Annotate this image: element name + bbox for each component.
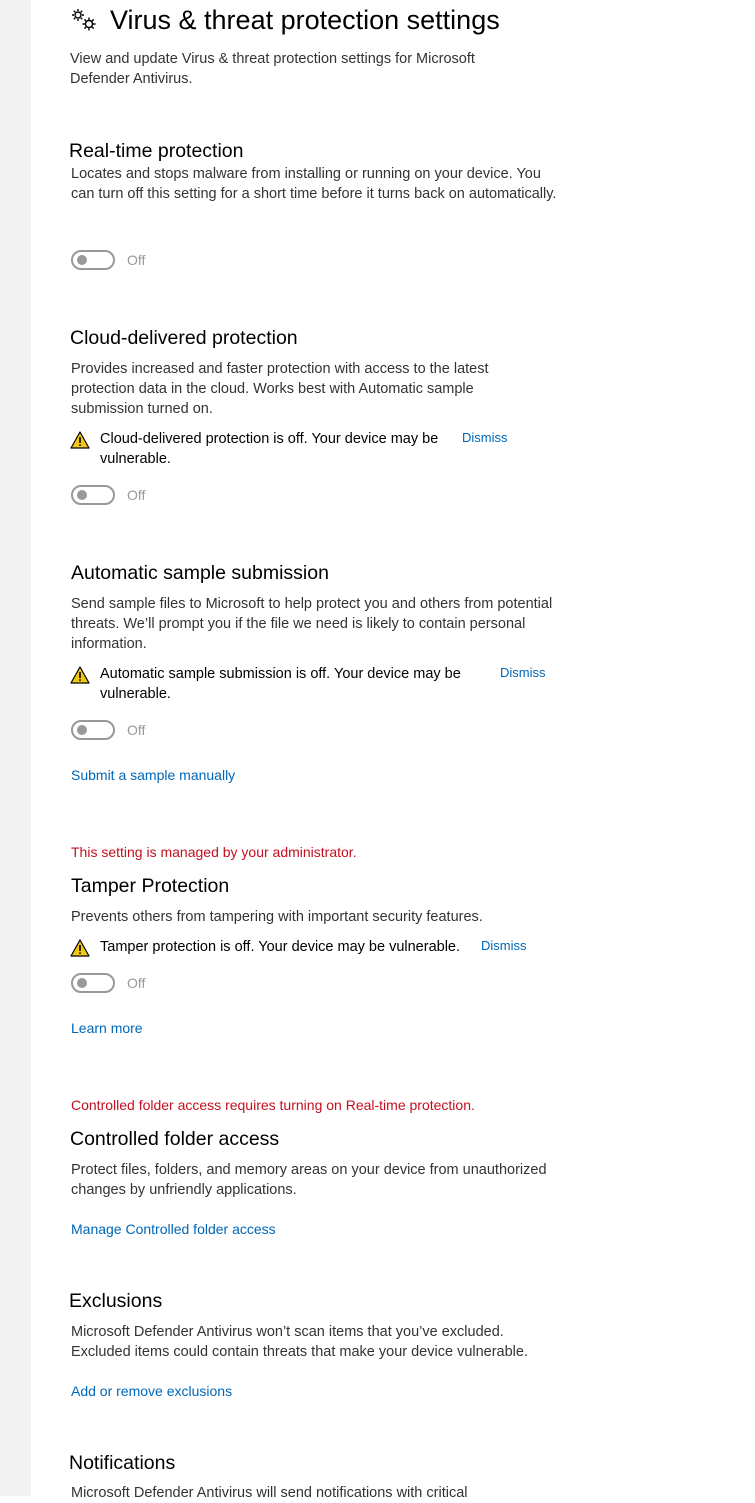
tamper-toggle[interactable] [71, 973, 115, 993]
warning-icon [70, 939, 90, 957]
page-header [70, 2, 500, 38]
notifications-description: Microsoft Defender Antivirus will send notifications with critical [71, 1485, 468, 1501]
tamper-warning-text: Tamper protection is off. Your device may be vulnerable. [100, 939, 461, 955]
toggle-knob [77, 978, 87, 988]
manage-folder-access-link[interactable]: Manage Controlled folder access [71, 1221, 276, 1237]
cloud-heading: Cloud-delivered protection [70, 327, 298, 349]
tamper-dismiss-link[interactable]: Dismiss [481, 938, 527, 953]
sample-toggle[interactable] [71, 720, 115, 740]
cloud-warning [70, 429, 440, 469]
cloud-dismiss-link[interactable]: Dismiss [462, 430, 508, 445]
sample-warning-text: Automatic sample submission is off. Your device may be vulnerable. [100, 666, 461, 702]
cloud-warning-text: Cloud-delivered protection is off. Your device may be vulnerable. [100, 431, 439, 467]
toggle-knob [77, 725, 87, 735]
exclusions-heading: Exclusions [69, 1290, 163, 1312]
sample-heading: Automatic sample submission [71, 562, 329, 584]
exclusions-description: Microsoft Defender Antivirus won’t scan items that you’ve excluded. Excluded items could contain threats that make your device vulnerable. [71, 1324, 528, 1360]
add-remove-exclusions-link[interactable]: Add or remove exclusions [71, 1383, 233, 1399]
gears-icon [70, 6, 100, 34]
warning-icon [70, 431, 90, 449]
toggle-knob [77, 490, 87, 500]
submit-sample-link[interactable]: Submit a sample manually [71, 767, 236, 783]
cloud-toggle[interactable] [71, 485, 115, 505]
warning-icon [70, 666, 90, 684]
page-title: Virus & threat protection settings [110, 4, 500, 35]
folder-admin-note: Controlled folder access requires turning on Real-time protection. [71, 1097, 475, 1113]
cloud-description: Provides increased and faster protection with access to the latest protection data in the cloud. Works best with Automatic sample submission turned on. [71, 361, 489, 417]
sample-toggle-state: Off [127, 722, 146, 738]
tamper-toggle-state: Off [127, 975, 146, 991]
learn-more-link[interactable]: Learn more [71, 1020, 143, 1036]
realtime-heading: Real-time protection [69, 140, 244, 162]
sample-toggle-row [71, 719, 145, 741]
tamper-toggle-row [71, 972, 145, 994]
tamper-heading: Tamper Protection [71, 875, 230, 897]
tamper-warning [70, 937, 480, 957]
realtime-toggle-state: Off [127, 252, 146, 268]
sample-warning [70, 664, 470, 704]
realtime-toggle-row [71, 249, 145, 271]
tamper-admin-note: This setting is managed by your administrator. [71, 844, 357, 860]
realtime-toggle[interactable] [71, 250, 115, 270]
sample-description: Send sample files to Microsoft to help protect you and others from potential threats. We’ll prompt you if the file we need is likely to contain personal information. [71, 596, 553, 652]
tamper-description: Prevents others from tampering with important security features. [71, 909, 483, 925]
cloud-toggle-state: Off [127, 487, 146, 503]
folder-description: Protect files, folders, and memory areas on your device from unauthorized changes by unfriendly applications. [71, 1162, 547, 1198]
cloud-toggle-row [71, 484, 145, 506]
realtime-description: Locates and stops malware from installing or running on your device. You can turn off this setting for a short time before it turns back on automatically. [71, 166, 557, 202]
page-description: View and update Virus & threat protection settings for Microsoft Defender Antivirus. [70, 51, 475, 87]
sample-dismiss-link[interactable]: Dismiss [500, 665, 546, 680]
folder-heading: Controlled folder access [70, 1128, 280, 1150]
notifications-heading: Notifications [69, 1452, 176, 1474]
toggle-knob [77, 255, 87, 265]
